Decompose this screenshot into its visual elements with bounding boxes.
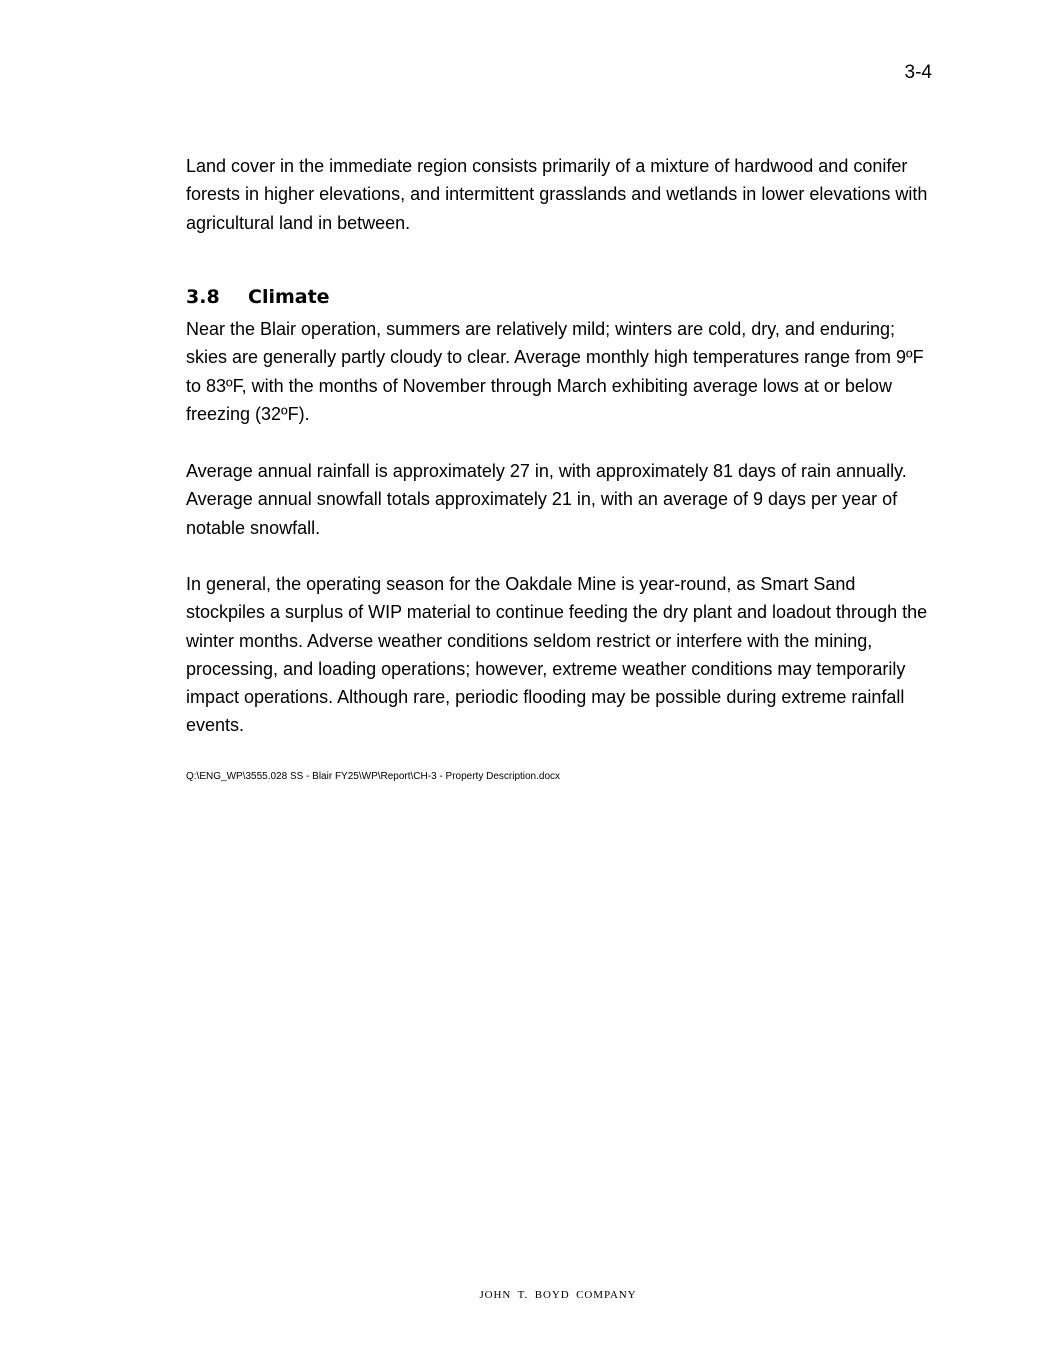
operating-season-paragraph: In general, the operating season for the Oakdale Mine is year-round, as Smart Sand stockpiles a surplus of WIP material to continue feeding the dry plant and loadout through the winter months. Adverse weather conditions seldom restrict or interfere with the mining, processing, and loading operations; however, extreme weather conditions may temporarily impact operations. Although rare, periodic flooding may be possible during extreme rainfall events. xyxy=(186,574,928,736)
rainfall-paragraph: Average annual rainfall is approximately 27 in, with approximately 81 days of rain annually. Average annual snowfall totals approximately 21 in, with an average of 9 days per year of notable snowfall. xyxy=(186,461,907,538)
page-number: 3-4 xyxy=(904,62,932,83)
footer-company-name: JOHN T. BOYD COMPANY xyxy=(479,1289,637,1301)
climate-paragraph: Near the Blair operation, summers are relatively mild; winters are cold, dry, and enduring; skies are generally partly cloudy to clear. Average monthly high temperatures range from 9ºF to 83ºF, with the months of November through March exhibiting average lows at or below freezing (32ºF). xyxy=(186,319,924,424)
section-number: 3.8 xyxy=(186,286,220,308)
intro-paragraph: Land cover in the immediate region consists primarily of a mixture of hardwood and conifer forests in higher elevations, and intermittent grasslands and wetlands in lower elevations with agricultural land in between. xyxy=(186,156,928,233)
section-heading xyxy=(186,286,330,308)
section-title: Climate xyxy=(248,286,330,308)
file-path: Q:\ENG_WP\3555.028 SS - Blair FY25\WP\Report\CH-3 - Property Description.docx xyxy=(186,771,561,782)
